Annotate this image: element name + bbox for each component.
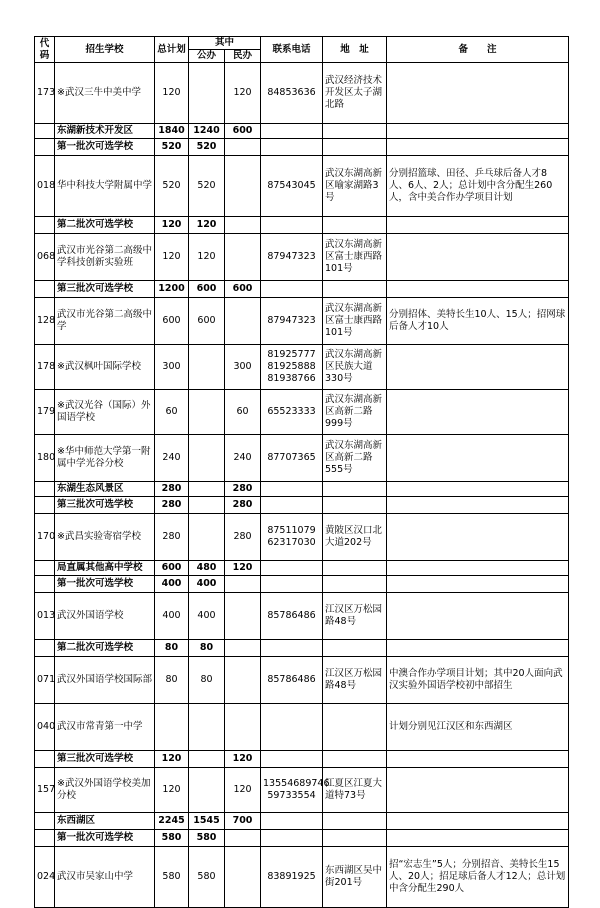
private-count: 600: [225, 281, 261, 298]
school-row: [35, 63, 569, 124]
school-row: [35, 435, 569, 482]
empty-address: [323, 751, 387, 768]
empty-address: [323, 813, 387, 830]
total-plan: 520: [155, 139, 189, 156]
public-count: 80: [189, 640, 225, 657]
batch-name: 第三批次可选学校: [55, 497, 155, 514]
school-row: [35, 298, 569, 345]
header-among: 其中: [189, 37, 261, 50]
school-row: [35, 390, 569, 435]
private-count: 300: [225, 345, 261, 390]
public-count: 1240: [189, 124, 225, 139]
public-count: [189, 751, 225, 768]
public-count: 80: [189, 657, 225, 704]
private-count: 280: [225, 497, 261, 514]
contact-phone: 83891925: [261, 847, 323, 908]
public-count: 600: [189, 281, 225, 298]
remarks: 中澳合作办学项目计划；其中20人面向武汉实验外国语学校初中部招生: [387, 657, 569, 704]
header-school: 招生学校: [55, 37, 155, 63]
batch-row: [35, 576, 569, 593]
private-count: 120: [225, 768, 261, 813]
public-count: [189, 435, 225, 482]
total-plan: 580: [155, 847, 189, 908]
contact-phone: 87707365: [261, 435, 323, 482]
private-count: 120: [225, 751, 261, 768]
empty-code: [35, 497, 55, 514]
header-code: 代码: [35, 37, 55, 63]
admission-plan-table: [34, 36, 569, 908]
empty-code: [35, 576, 55, 593]
public-count: 480: [189, 561, 225, 576]
batch-name: 第三批次可选学校: [55, 281, 155, 298]
contact-phone: 87543045: [261, 156, 323, 217]
school-row: [35, 514, 569, 561]
contact-phone: [261, 704, 323, 751]
private-count: [225, 217, 261, 234]
total-plan: 60: [155, 390, 189, 435]
total-plan: 120: [155, 217, 189, 234]
school-name: ※武汉外国语学校美加分校: [55, 768, 155, 813]
empty-code: [35, 124, 55, 139]
private-count: 700: [225, 813, 261, 830]
empty-note: [387, 576, 569, 593]
empty-phone: [261, 830, 323, 847]
private-count: 120: [225, 561, 261, 576]
public-count: 120: [189, 234, 225, 281]
total-plan: 300: [155, 345, 189, 390]
school-row: [35, 847, 569, 908]
total-plan: 280: [155, 514, 189, 561]
empty-address: [323, 139, 387, 156]
school-code: 013: [35, 593, 55, 640]
batch-name: 第一批次可选学校: [55, 139, 155, 156]
total-plan: 280: [155, 497, 189, 514]
school-name: ※华中师范大学第一附属中学光谷分校: [55, 435, 155, 482]
empty-phone: [261, 561, 323, 576]
remarks: [387, 435, 569, 482]
public-count: 580: [189, 847, 225, 908]
batch-row: [35, 640, 569, 657]
school-name: 武汉市光谷第二高级中学科技创新实验班: [55, 234, 155, 281]
school-name: 武汉市吴家山中学: [55, 847, 155, 908]
district-row: [35, 813, 569, 830]
school-code: 173: [35, 63, 55, 124]
public-count: [189, 345, 225, 390]
district-name: 东湖生态风景区: [55, 482, 155, 497]
public-count: [189, 390, 225, 435]
school-address: 黄陂区汉口北大道202号: [323, 514, 387, 561]
remarks: 计划分别见江汉区和东西湖区: [387, 704, 569, 751]
remarks: 分别招篮球、田径、乒乓球后备人才8人、6人、2人；总计划中含分配生260人，含中美合作办学项目计划: [387, 156, 569, 217]
remarks: [387, 514, 569, 561]
contact-phone: 84853636: [261, 63, 323, 124]
school-code: 128: [35, 298, 55, 345]
private-count: [225, 593, 261, 640]
school-address: 武汉经济技术开发区太子湖北路: [323, 63, 387, 124]
public-count: 400: [189, 576, 225, 593]
school-address: 东西湖区吴中街201号: [323, 847, 387, 908]
district-row: [35, 561, 569, 576]
school-name: 武汉外国语学校国际部: [55, 657, 155, 704]
batch-name: 第一批次可选学校: [55, 830, 155, 847]
school-row: [35, 156, 569, 217]
remarks: [387, 390, 569, 435]
district-name: 东西湖区: [55, 813, 155, 830]
school-row: [35, 704, 569, 751]
public-count: 400: [189, 593, 225, 640]
public-count: [189, 514, 225, 561]
header-public: 公办: [189, 50, 225, 63]
school-code: 178: [35, 345, 55, 390]
contact-phone: 87511079 62317030: [261, 514, 323, 561]
school-code: 179: [35, 390, 55, 435]
remarks: [387, 63, 569, 124]
empty-note: [387, 497, 569, 514]
district-name: 东湖新技术开发区: [55, 124, 155, 139]
batch-row: [35, 751, 569, 768]
empty-note: [387, 139, 569, 156]
school-code: 040: [35, 704, 55, 751]
empty-phone: [261, 124, 323, 139]
school-code: 071: [35, 657, 55, 704]
public-count: [189, 482, 225, 497]
header-address: 地 址: [323, 37, 387, 63]
total-plan: 2245: [155, 813, 189, 830]
private-count: [225, 156, 261, 217]
total-plan: 240: [155, 435, 189, 482]
empty-code: [35, 561, 55, 576]
private-count: 60: [225, 390, 261, 435]
total-plan: 400: [155, 593, 189, 640]
contact-phone: 13554689746 59733554: [261, 768, 323, 813]
empty-note: [387, 751, 569, 768]
public-count: 520: [189, 139, 225, 156]
total-plan: 120: [155, 768, 189, 813]
school-code: 068: [35, 234, 55, 281]
total-plan: 120: [155, 234, 189, 281]
school-code: 180: [35, 435, 55, 482]
empty-phone: [261, 281, 323, 298]
empty-note: [387, 482, 569, 497]
total-plan: 580: [155, 830, 189, 847]
private-count: [225, 657, 261, 704]
empty-address: [323, 281, 387, 298]
empty-code: [35, 830, 55, 847]
school-address: 武汉东湖高新区民族大道330号: [323, 345, 387, 390]
private-count: [225, 234, 261, 281]
remarks: [387, 768, 569, 813]
school-row: [35, 234, 569, 281]
contact-phone: 65523333: [261, 390, 323, 435]
public-count: [189, 704, 225, 751]
empty-note: [387, 124, 569, 139]
remarks: [387, 234, 569, 281]
total-plan: 80: [155, 640, 189, 657]
total-plan: 120: [155, 751, 189, 768]
school-code: 024: [35, 847, 55, 908]
empty-phone: [261, 139, 323, 156]
school-address: 江夏区江夏大道特73号: [323, 768, 387, 813]
school-code: 157: [35, 768, 55, 813]
school-code: 018: [35, 156, 55, 217]
contact-phone: 85786486: [261, 593, 323, 640]
contact-phone: 85786486: [261, 657, 323, 704]
total-plan: 600: [155, 298, 189, 345]
school-row: [35, 657, 569, 704]
empty-note: [387, 813, 569, 830]
batch-row: [35, 139, 569, 156]
total-plan: 280: [155, 482, 189, 497]
school-name: ※武汉三牛中美中学: [55, 63, 155, 124]
empty-address: [323, 217, 387, 234]
batch-row: [35, 217, 569, 234]
private-count: 280: [225, 482, 261, 497]
empty-code: [35, 139, 55, 156]
empty-phone: [261, 217, 323, 234]
public-count: [189, 63, 225, 124]
empty-code: [35, 751, 55, 768]
empty-phone: [261, 482, 323, 497]
total-plan: 520: [155, 156, 189, 217]
batch-row: [35, 497, 569, 514]
batch-name: 第二批次可选学校: [55, 217, 155, 234]
school-name: ※武汉光谷（国际）外国语学校: [55, 390, 155, 435]
header-total: 总计划: [155, 37, 189, 63]
public-count: 600: [189, 298, 225, 345]
total-plan: 1200: [155, 281, 189, 298]
total-plan: 600: [155, 561, 189, 576]
header-private: 民办: [225, 50, 261, 63]
school-name: 武汉外国语学校: [55, 593, 155, 640]
empty-address: [323, 640, 387, 657]
empty-note: [387, 281, 569, 298]
empty-phone: [261, 497, 323, 514]
private-count: [225, 704, 261, 751]
contact-phone: 81925777 81925888 81938766: [261, 345, 323, 390]
private-count: [225, 139, 261, 156]
empty-phone: [261, 813, 323, 830]
batch-name: 第三批次可选学校: [55, 751, 155, 768]
empty-address: [323, 124, 387, 139]
empty-phone: [261, 576, 323, 593]
private-count: [225, 830, 261, 847]
empty-note: [387, 561, 569, 576]
empty-code: [35, 482, 55, 497]
public-count: 1545: [189, 813, 225, 830]
empty-address: [323, 561, 387, 576]
batch-row: [35, 281, 569, 298]
private-count: 240: [225, 435, 261, 482]
empty-code: [35, 281, 55, 298]
district-name: 局直属其他高中学校: [55, 561, 155, 576]
empty-phone: [261, 640, 323, 657]
empty-code: [35, 217, 55, 234]
school-row: [35, 593, 569, 640]
school-address: 江汉区万松园路48号: [323, 593, 387, 640]
contact-phone: 87947323: [261, 234, 323, 281]
contact-phone: 87947323: [261, 298, 323, 345]
school-row: [35, 768, 569, 813]
private-count: 280: [225, 514, 261, 561]
empty-note: [387, 217, 569, 234]
empty-address: [323, 482, 387, 497]
school-address: 武汉东湖高新区喻家湖路3号: [323, 156, 387, 217]
private-count: [225, 640, 261, 657]
empty-address: [323, 830, 387, 847]
remarks: [387, 593, 569, 640]
total-plan: 1840: [155, 124, 189, 139]
school-address: 武汉东湖高新区高新二路555号: [323, 435, 387, 482]
private-count: [225, 576, 261, 593]
batch-name: 第二批次可选学校: [55, 640, 155, 657]
remarks: 分别招体、美特长生10人、15人；招网球后备人才10人: [387, 298, 569, 345]
school-address: [323, 704, 387, 751]
empty-note: [387, 830, 569, 847]
district-row: [35, 124, 569, 139]
private-count: 120: [225, 63, 261, 124]
school-name: 华中科技大学附属中学: [55, 156, 155, 217]
school-name: ※武昌实验寄宿学校: [55, 514, 155, 561]
private-count: 600: [225, 124, 261, 139]
empty-address: [323, 497, 387, 514]
total-plan: 120: [155, 63, 189, 124]
school-address: 武汉东湖高新区富士康西路101号: [323, 298, 387, 345]
empty-code: [35, 640, 55, 657]
school-name: ※武汉枫叶国际学校: [55, 345, 155, 390]
total-plan: 400: [155, 576, 189, 593]
school-address: 武汉东湖高新区高新二路999号: [323, 390, 387, 435]
school-address: 江汉区万松园路48号: [323, 657, 387, 704]
empty-phone: [261, 751, 323, 768]
batch-row: [35, 830, 569, 847]
total-plan: [155, 704, 189, 751]
public-count: 120: [189, 217, 225, 234]
header-note: 备 注: [387, 37, 569, 63]
school-name: 武汉市光谷第二高级中学: [55, 298, 155, 345]
header-row-1: [35, 37, 569, 50]
school-code: 170: [35, 514, 55, 561]
total-plan: 80: [155, 657, 189, 704]
school-row: [35, 345, 569, 390]
empty-address: [323, 576, 387, 593]
private-count: [225, 298, 261, 345]
empty-code: [35, 813, 55, 830]
district-row: [35, 482, 569, 497]
public-count: 580: [189, 830, 225, 847]
school-name: 武汉市常青第一中学: [55, 704, 155, 751]
batch-name: 第一批次可选学校: [55, 576, 155, 593]
public-count: [189, 497, 225, 514]
empty-note: [387, 640, 569, 657]
header-phone: 联系电话: [261, 37, 323, 63]
private-count: [225, 847, 261, 908]
remarks: [387, 345, 569, 390]
public-count: 520: [189, 156, 225, 217]
remarks: 招“宏志生”5人；分别招音、美特长生15人、20人；招足球后备人才12人；总计划中含分配生290人: [387, 847, 569, 908]
school-address: 武汉东湖高新区富士康西路101号: [323, 234, 387, 281]
public-count: [189, 768, 225, 813]
